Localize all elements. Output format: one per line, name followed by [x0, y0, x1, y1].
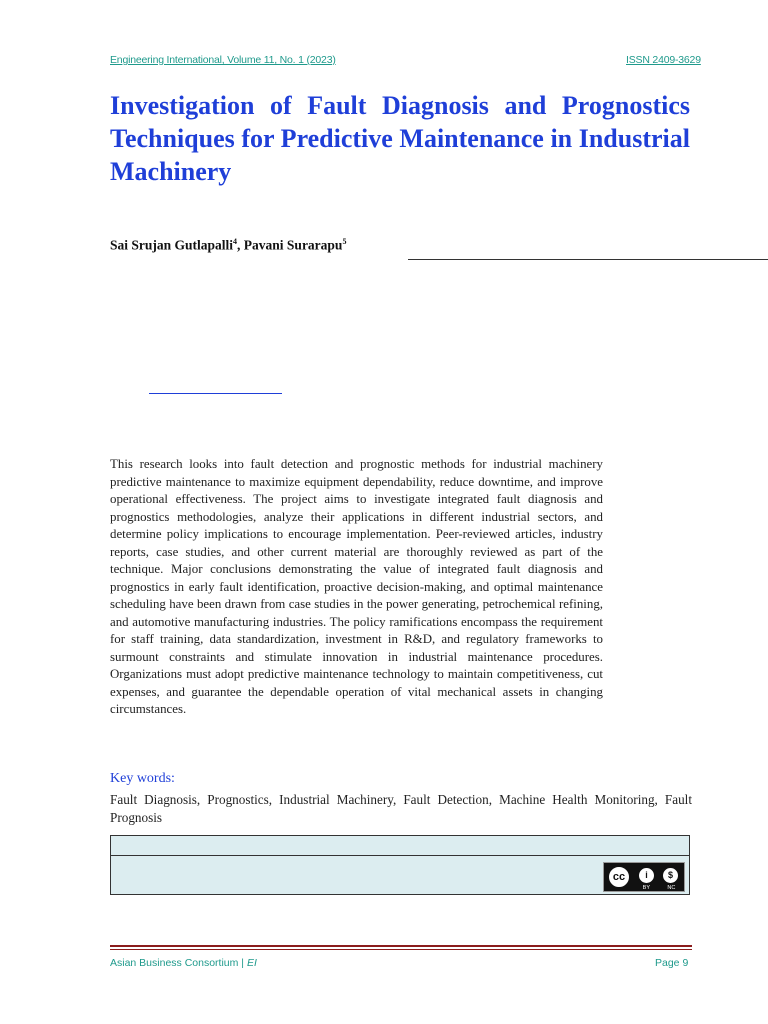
author-affiliation-mark: 4 [233, 237, 238, 246]
footer-rule-thick [110, 945, 692, 947]
author-divider [408, 259, 768, 260]
abstract-text: This research looks into fault detection and prognostic methods for industrial machinery predictive maintenance to maximize equipment dependability, reduce downtime, and improve operational effectiveness. The project aims to investigate integrated fault diagnosis and prognostics methodologies, analyze their applications in different industrial sectors, and determine policy implications to encourage implementation. Peer-reviewed articles, industry reports, case studies, and other current material are thoroughly reviewed as part of the technique. Major conclusions demonstrating the value of integrated fault diagnosis and prognostics in early fault identification, proactive decision-making, and optimal maintenance scheduling have been drawn from case studies in the power generating, petrochemical refining, and automotive manufacturing industries. The policy ramifications encompass the requirement for staff training, data standardization, investment in R&D, and regulatory frameworks to surmount constraints and stimulate innovation in industrial maintenance procedures. Organizations must adopt predictive maintenance technology to maintain competitiveness, cut expenses, and guarantee the dependable operation of vital mechanical assets in changing circumstances. [110, 457, 603, 716]
footer-publisher [110, 957, 257, 969]
footnote-rule [149, 393, 282, 394]
noncommercial-icon: $ [661, 866, 680, 885]
publisher-name: Asian Business Consortium | [110, 957, 247, 969]
author-name: Sai Srujan Gutlapalli [110, 237, 234, 253]
license-box-divider [111, 855, 689, 856]
paper-title: Investigation of Fault Diagnosis and Prognostics Techniques for Predictive Maintenance in Industrial Machinery [110, 91, 690, 186]
license-labels [634, 885, 684, 891]
creative-commons-icon: cc [607, 865, 631, 889]
keywords-heading: Key words: [110, 771, 175, 786]
author-separator: , [237, 237, 244, 253]
nc-label: NC [667, 885, 676, 891]
footer-rule-thin [110, 949, 692, 950]
journal-header: Engineering International, Volume 11, No. 1 (2023) [110, 54, 336, 66]
author-affiliation-mark: 5 [342, 237, 347, 246]
author-line [110, 237, 346, 254]
issn-header: ISSN 2409-3629 [626, 54, 701, 66]
by-label: BY [642, 885, 651, 891]
license-box [110, 835, 690, 895]
keywords-text: Fault Diagnosis, Prognostics, Industrial Machinery, Fault Detection, Machine Health Monitoring, Fault Prognosis [110, 792, 692, 825]
cc-by-nc-license-badge[interactable] [603, 862, 685, 892]
journal-abbreviation: EI [246, 957, 257, 969]
author-name: Pavani Surarapu [243, 237, 343, 253]
attribution-icon: i [637, 866, 656, 885]
page-number: Page 9 [655, 957, 689, 969]
